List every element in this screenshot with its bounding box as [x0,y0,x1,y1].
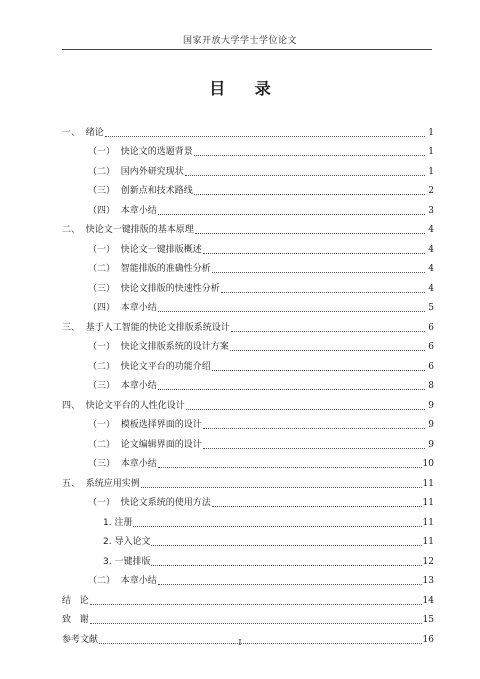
dot-leader [230,350,425,351]
toc-entry-page-number: 11 [422,537,434,547]
dot-leader [105,136,425,137]
toc-entry[interactable] [62,607,434,627]
toc-entry[interactable] [62,314,434,334]
toc-entry-label: 致 谢 [62,615,89,625]
toc-entry-page-number: 4 [428,225,434,235]
toc-entry-page-number: 5 [428,303,434,313]
dot-leader [141,487,422,488]
toc-entry-page-number: 9 [428,439,434,450]
toc-entry-page-number: 15 [422,615,434,625]
toc-entry[interactable] [62,490,434,510]
toc-entry-label: （二） 快论文平台的功能介绍 [88,361,211,372]
dot-leader [195,233,425,234]
dot-leader [133,526,421,527]
toc-entry-label: 二、 快论文一键排版的基本原理 [62,225,194,235]
toc-entry-page-number: 9 [428,420,434,430]
toc-entry-label: （一） 快论文的选题背景 [88,147,193,157]
toc-entry[interactable] [62,236,434,256]
dot-leader [186,409,425,410]
toc-entry-page-number: 4 [428,283,434,294]
toc-entry-page-number: 6 [428,322,434,333]
toc-entry[interactable] [62,392,434,412]
toc-entry[interactable] [62,568,434,588]
toc-entry[interactable] [62,295,434,315]
toc-entry-page-number: 14 [422,595,434,606]
dot-leader [231,331,425,332]
dot-leader [90,623,422,624]
toc-entry-page-number: 16 [422,634,434,645]
toc-entry-page-number: 11 [422,478,434,489]
dot-leader [203,428,425,429]
dot-leader [151,545,421,546]
dot-leader [203,448,425,449]
dot-leader [90,604,422,605]
toc-entry[interactable] [62,587,434,607]
toc-entry[interactable] [62,217,434,237]
toc-entry-page-number: 4 [428,264,434,274]
toc-entry-label: 五、 系统应用实例 [62,478,140,489]
dot-leader [203,253,425,254]
toc-entry-label: （二） 智能排版的准确性分析 [88,264,211,274]
dot-leader [158,311,425,312]
running-header: 国家开放大学学士学位论文 [182,36,297,46]
toc-entry-label: 结 论 [62,595,89,606]
toc-entry-page-number: 13 [422,576,434,586]
toc-entry-page-number: 1 [428,166,434,177]
toc-entry[interactable] [62,256,434,276]
toc-entry-label: 三、 基于人工智能的快论文排版系统设计 [62,322,230,333]
toc-entry-page-number: 4 [428,244,434,255]
toc-entry[interactable] [62,412,434,432]
toc-entry-label: （一） 模板选择界面的设计 [88,420,202,430]
toc-entry-label: 四、 快论文平台的人性化设计 [62,400,185,411]
dot-leader [158,389,425,390]
dot-leader [221,292,425,293]
toc-entry-page-number: 12 [422,556,434,567]
toc-entry-page-number: 3 [428,205,434,216]
page-number: I [238,638,242,647]
toc-entry-page-number: 6 [428,342,434,352]
dot-leader [212,272,425,273]
toc-entry-page-number: 11 [422,498,434,508]
toc-entry-label: （三） 本章小结 [88,459,157,469]
toc-entry-label: （三） 创新点和技术路线 [88,186,193,196]
dot-leader [158,584,422,585]
toc-entry[interactable] [62,178,434,198]
header-divider [62,49,432,50]
dot-leader [185,175,425,176]
dot-leader [158,467,422,468]
toc-entry-page-number: 9 [428,400,434,411]
toc-entry[interactable] [62,353,434,373]
toc-entry[interactable] [62,275,434,295]
toc-entry-label: （四） 本章小结 [88,205,157,216]
toc-entry-label: 一、 绪论 [62,127,104,138]
toc-entry-page-number: 1 [428,147,434,157]
toc-entry[interactable] [62,431,434,451]
toc-entry-label: 2. 导入论文 [103,537,151,547]
toc-entry-label: 1. 注册 [103,517,133,528]
toc-entry-label: （二） 论文编辑界面的设计 [88,439,202,450]
toc-entry-label: （四） 本章小结 [88,303,157,313]
toc-entry-page-number: 11 [422,517,434,528]
dot-leader [151,565,421,566]
toc-entry-label: （一） 快论文一键排版概述 [88,244,202,255]
toc-entry-label: （三） 本章小结 [88,381,157,391]
toc-entry[interactable] [62,529,434,549]
toc-entry[interactable] [62,509,434,529]
toc-entry-label: （二） 国内外研究现状 [88,166,184,177]
toc-entry-label: （二） 本章小结 [88,576,157,586]
toc-entry-page-number: 6 [428,361,434,372]
toc-entry-label: 3. 一键排版 [103,556,151,567]
toc-entry-label: 参考文献 [62,634,99,645]
toc-entry[interactable] [62,451,434,471]
dot-leader [194,155,425,156]
dot-leader [158,214,425,215]
toc-entry-page-number: 8 [428,381,434,391]
table-of-contents [62,119,434,646]
toc-entry-page-number: 2 [428,186,434,196]
toc-entry[interactable] [62,119,434,139]
dot-leader [212,370,425,371]
toc-entry[interactable] [62,470,434,490]
page-title: 目 录 [209,79,283,98]
toc-entry-label: （三） 快论文排版的快速性分析 [88,283,220,294]
dot-leader [194,194,425,195]
toc-entry[interactable] [62,548,434,568]
toc-entry-label: （一） 快论文排版系统的设计方案 [88,342,229,352]
toc-entry[interactable] [62,158,434,178]
dot-leader [212,506,422,507]
toc-entry-page-number: 1 [428,127,434,138]
toc-entry-label: （一） 快论文系统的使用方法 [88,498,211,508]
toc-entry[interactable] [62,373,434,393]
toc-entry[interactable] [62,139,434,159]
toc-entry-page-number: 10 [422,459,434,469]
toc-entry[interactable] [62,197,434,217]
toc-entry[interactable] [62,334,434,354]
